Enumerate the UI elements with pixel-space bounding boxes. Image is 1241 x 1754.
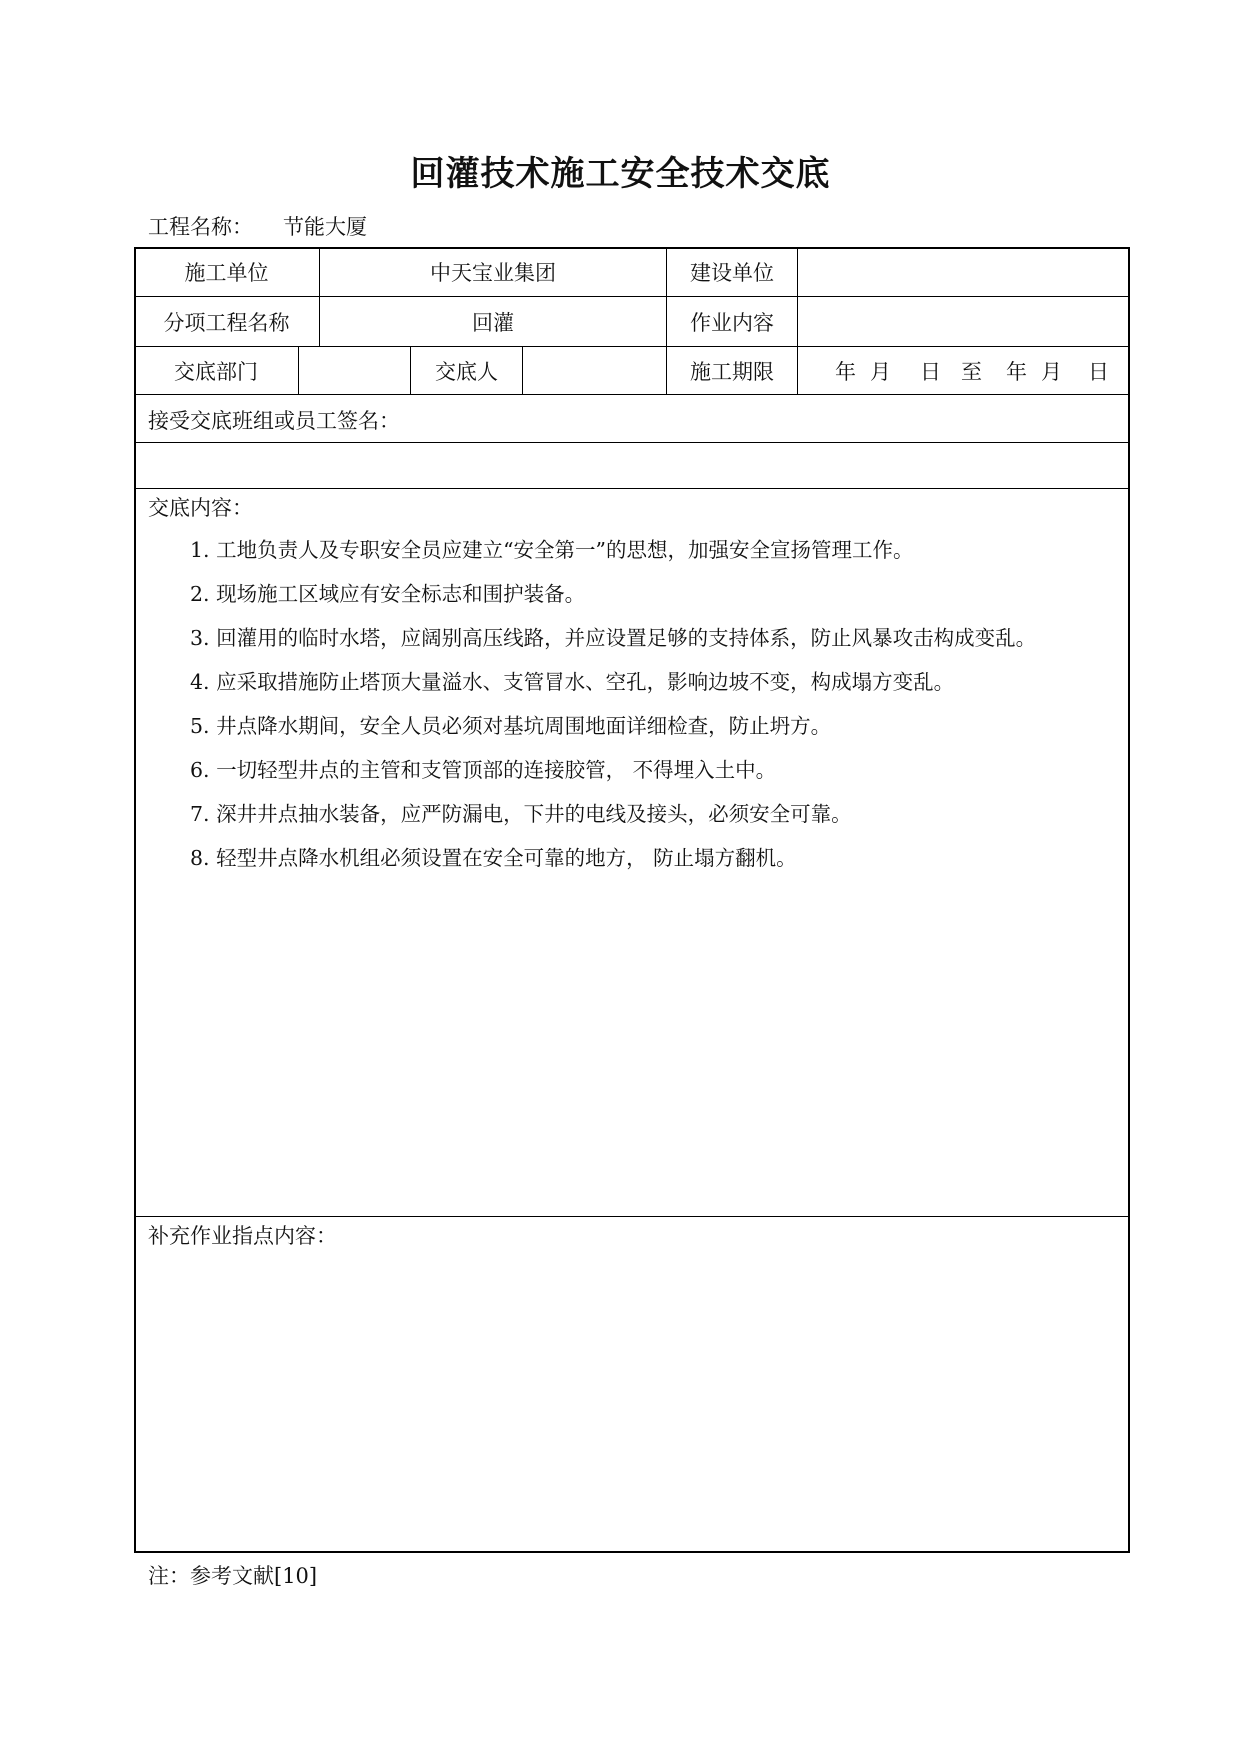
- row-divider: [134, 488, 1130, 489]
- content-item: 7. 深井井点抽水装备，应严防漏电，下井的电线及接头，必须安全可靠。: [190, 802, 852, 826]
- construction-unit-label: 施工单位: [184, 261, 269, 285]
- dept-label: 交底部门: [174, 360, 258, 384]
- content-item: 2. 现场施工区域应有安全标志和围护装备。: [190, 582, 586, 606]
- owner-unit-value: [798, 248, 1128, 296]
- reference-note: 注：参考文献[10]: [148, 1564, 318, 1588]
- content-list: [190, 528, 1036, 880]
- content-item: 3. 回灌用的临时水塔，应阔别高压线路，并应设置足够的支持体系，防止风暴攻击构成变乱。: [190, 626, 1037, 650]
- person-value: [523, 347, 666, 395]
- period-label: 施工期限: [690, 360, 774, 384]
- content-item: 5. 井点降水期间，安全人员必须对基坑周围地面详细检查，防止坍方。: [190, 714, 832, 738]
- row-divider: [134, 1216, 1130, 1217]
- work-content-value: [798, 297, 1128, 346]
- project-name-label: 工程名称：: [148, 215, 253, 239]
- period-year-end: 年: [1006, 360, 1027, 384]
- sub-project-label: 分项工程名称: [163, 310, 290, 335]
- project-name-value: 节能大厦: [283, 215, 367, 239]
- period-to: 至: [961, 360, 982, 384]
- content-item: 4. 应采取措施防止塔顶大量溢水、支管冒水、空孔，影响边坡不变，构成塌方变乱。: [190, 670, 955, 694]
- dept-value: [299, 347, 410, 395]
- period-month-end: 月: [1041, 360, 1062, 384]
- content-item: 6. 一切轻型井点的主管和支管顶部的连接胶管， 不得埋入土中。: [190, 758, 777, 782]
- content-item: 1. 工地负责人及专职安全员应建立“安全第一”的思想，加强安全宣扬管理工作。: [190, 538, 914, 562]
- owner-unit-label: 建设单位: [690, 261, 774, 285]
- content-item: 8. 轻型井点降水机组必须设置在安全可靠的地方， 防止塌方翻机。: [190, 846, 797, 870]
- period-month-start: 月: [870, 360, 891, 384]
- period-year-start: 年: [835, 360, 856, 384]
- period-value: [798, 347, 1128, 395]
- construction-unit-value: 中天宝业集团: [430, 261, 556, 285]
- person-label: 交底人: [435, 360, 498, 384]
- period-day-end: 日: [1088, 360, 1109, 384]
- row-divider: [134, 442, 1130, 443]
- signature-label: 接受交底班组或员工签名：: [148, 409, 400, 433]
- content-label: 交底内容：: [148, 496, 253, 520]
- work-content-label: 作业内容: [690, 310, 774, 335]
- sub-project-value: 回灌: [472, 310, 514, 335]
- document-title: 回灌技术施工安全技术交底: [410, 154, 831, 194]
- period-day-start: 日: [920, 360, 941, 384]
- project-name-line: [148, 211, 367, 241]
- supplement-label: 补充作业指点内容：: [148, 1224, 337, 1248]
